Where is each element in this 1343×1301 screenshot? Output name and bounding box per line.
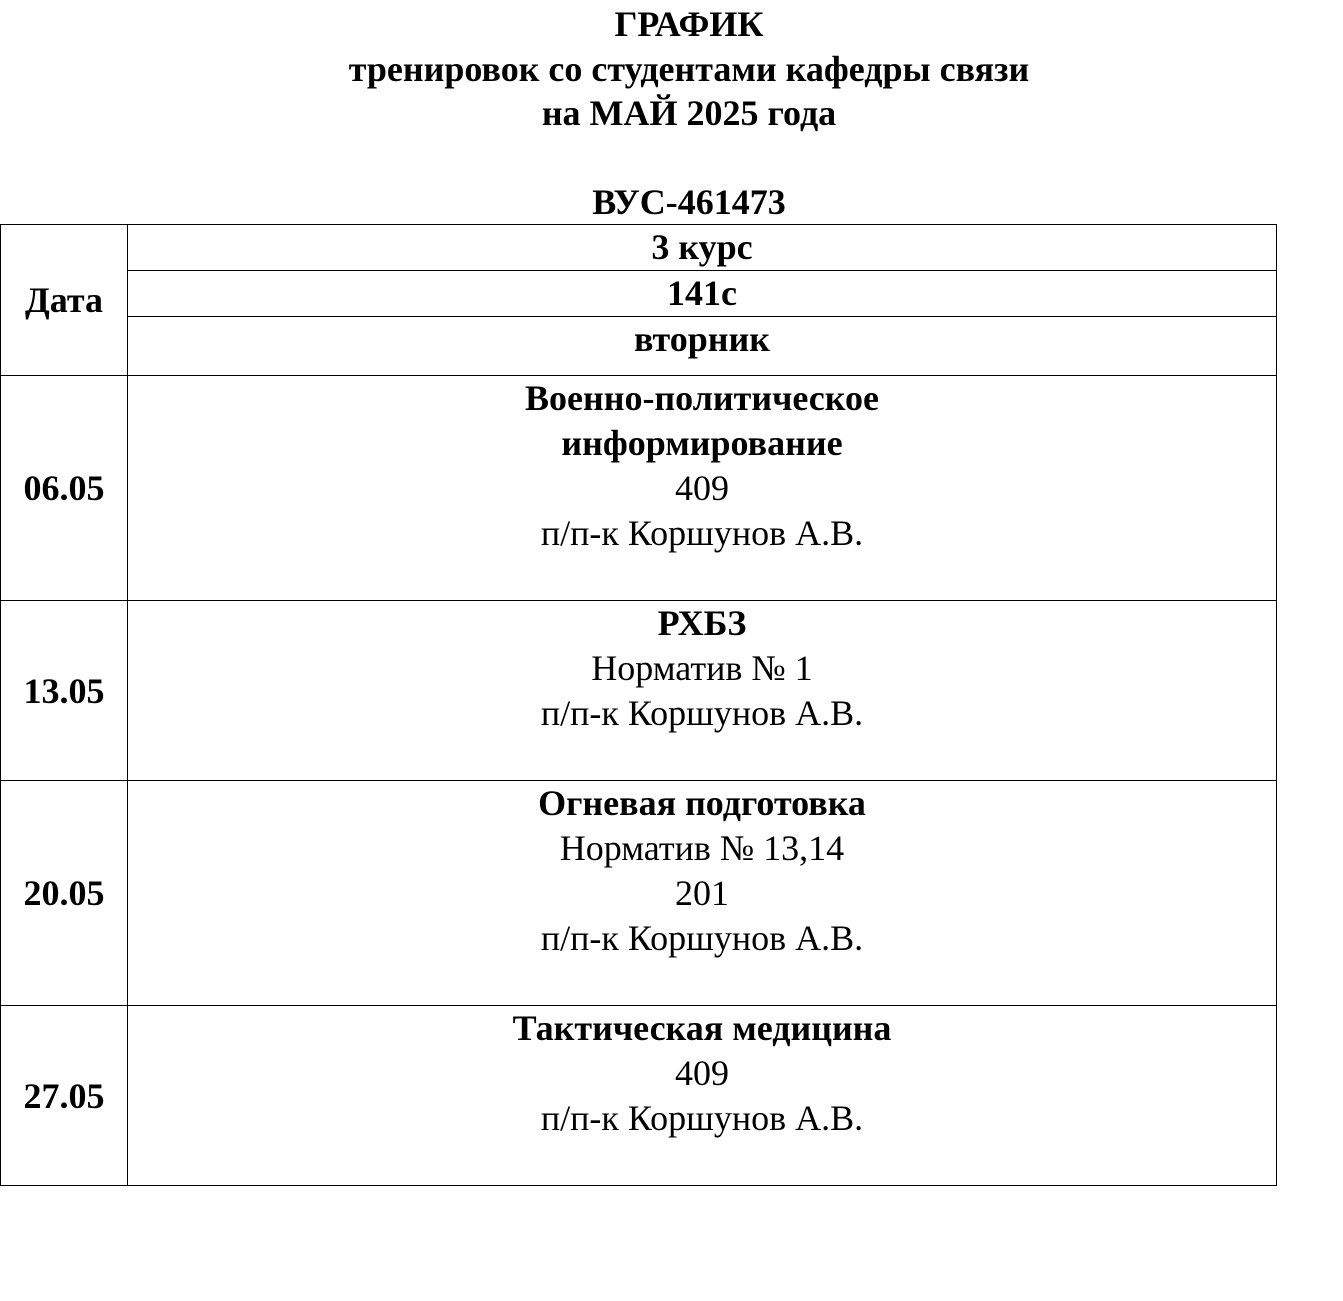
table-row	[1, 376, 1277, 601]
weekday-header: вторник	[128, 317, 1277, 376]
document-subtitle: тренировок со студентами кафедры связи	[348, 49, 1030, 89]
row-entry	[128, 601, 1277, 781]
entry-subject: Военно-политическое	[524, 378, 880, 418]
document-title: ГРАФИК	[614, 4, 764, 44]
entry-standard: Норматив № 13,14	[559, 828, 845, 868]
entry-instructor: п/п-к Коршунов А.В.	[540, 918, 864, 958]
entry-room: 409	[675, 1053, 729, 1093]
header-row-weekday	[1, 317, 1277, 376]
entry-instructor: п/п-к Коршунов А.В.	[540, 513, 864, 553]
header-row-course	[1, 225, 1277, 271]
date-column-header: Дата	[1, 225, 128, 376]
table-row	[1, 781, 1277, 1006]
vus-code: ВУС-461473	[592, 182, 786, 222]
row-date: 13.05	[1, 601, 128, 781]
table-row	[1, 601, 1277, 781]
header-row-group	[1, 271, 1277, 317]
row-entry	[128, 1006, 1277, 1186]
entry-subject: Тактическая медицина	[512, 1008, 892, 1048]
document-period: на МАЙ 2025 года	[541, 93, 837, 133]
entry-instructor: п/п-к Коршунов А.В.	[540, 693, 864, 733]
entry-subject: РХБЗ	[657, 603, 747, 643]
entry-instructor: п/п-к Коршунов А.В.	[540, 1098, 864, 1138]
entry-standard: Норматив № 1	[591, 648, 813, 688]
entry-subject: Огневая подготовка	[538, 783, 866, 823]
course-header: 3 курс	[128, 225, 1277, 271]
schedule-table	[0, 224, 1277, 1186]
entry-subject-cont: информирование	[561, 423, 843, 463]
entry-room: 409	[675, 468, 729, 508]
row-entry	[128, 781, 1277, 1006]
row-date: 27.05	[1, 1006, 128, 1186]
row-date: 20.05	[1, 781, 128, 1006]
row-date: 06.05	[1, 376, 128, 601]
table-row	[1, 1006, 1277, 1186]
entry-room: 201	[675, 873, 729, 913]
row-entry	[128, 376, 1277, 601]
group-header: 141с	[128, 271, 1277, 317]
